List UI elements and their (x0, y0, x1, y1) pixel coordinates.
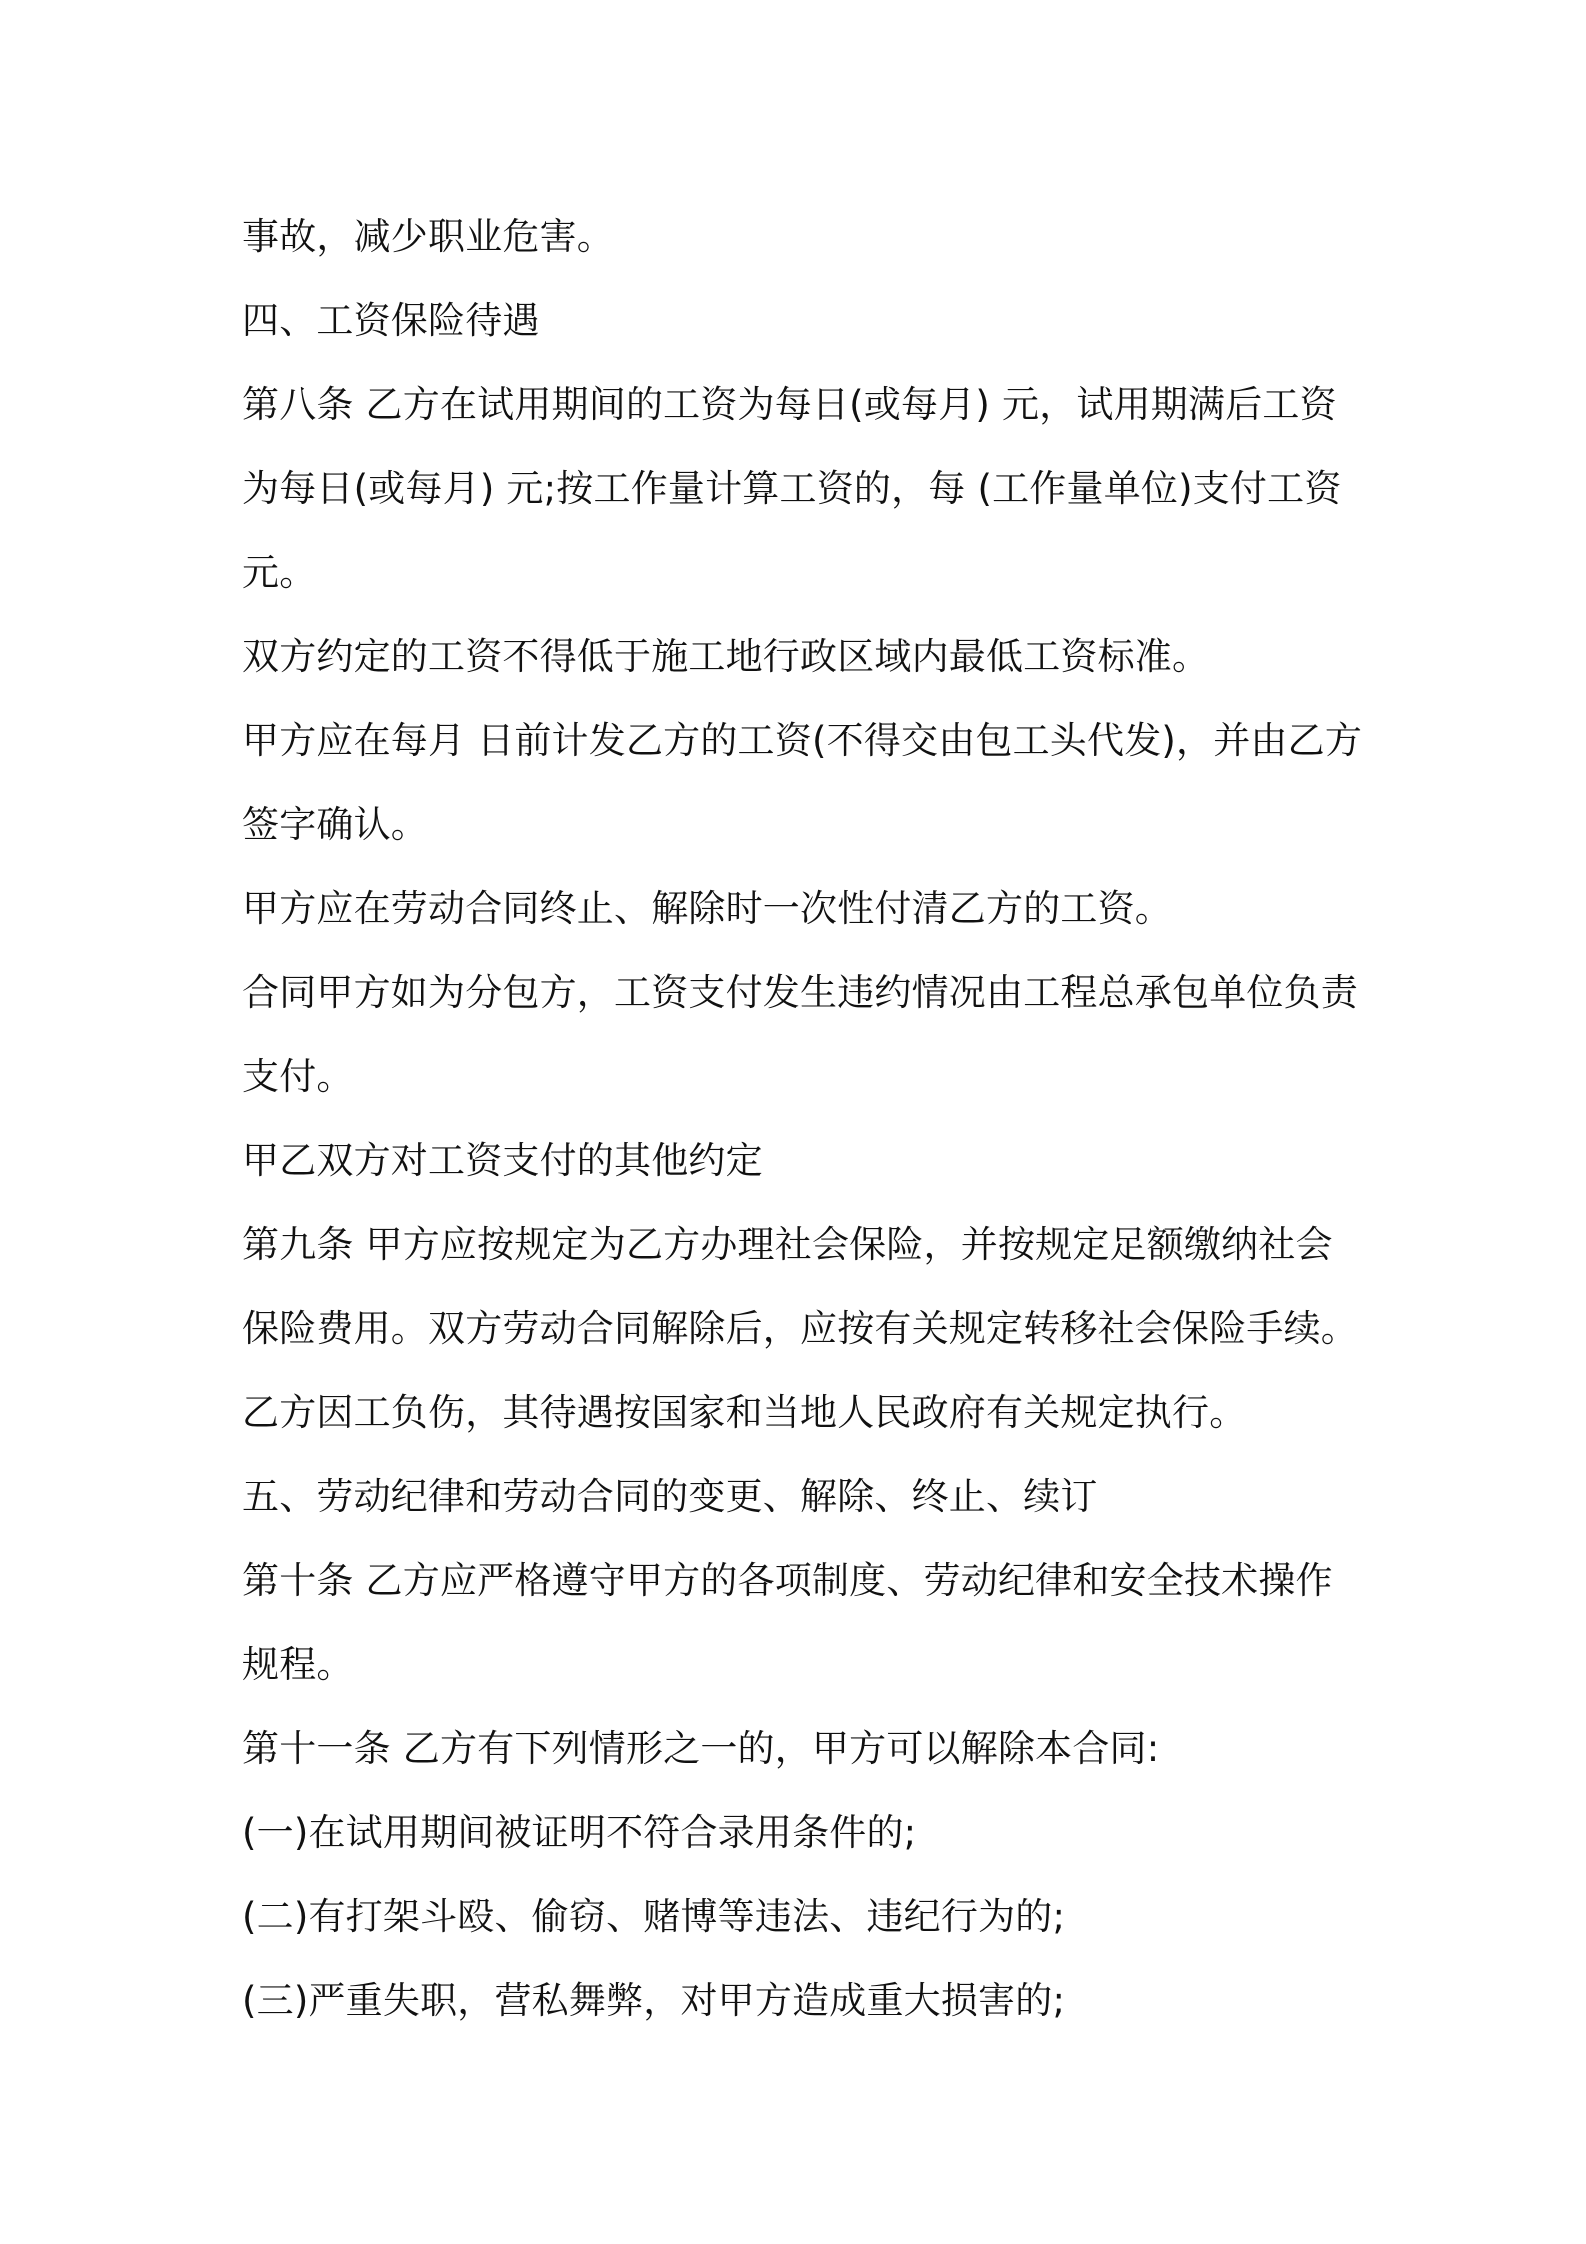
article-10: 第十条 乙方应严格遵守甲方的各项制度、劳动纪律和安全技术操作规程。 (242, 1559, 1333, 1686)
article-8: 第八条 乙方在试用期间的工资为每日(或每月) 元，试用期满后工资为每日(或每月) 元;按工作量计算工资的，每 (工作量单位)支付工资 元。 (242, 383, 1342, 594)
paragraph: 乙方因工负伤，其待遇按国家和当地人民政府有关规定执行。 (242, 1391, 1247, 1434)
paragraph: 合同甲方如为分包方，工资支付发生违约情况由工程总承包单位负责支付。 (242, 971, 1358, 1098)
list-item: (三)严重失职，营私舞弊，对甲方造成重大损害的; (242, 1979, 1066, 2022)
list-item: (一)在试用期间被证明不符合录用条件的; (242, 1811, 917, 1854)
paragraph: 甲方应在每月 日前计发乙方的工资(不得交由包工头代发)，并由乙方签字确认。 (242, 719, 1363, 846)
document-body (242, 195, 1367, 2043)
article-11: 第十一条 乙方有下列情形之一的，甲方可以解除本合同: (242, 1727, 1160, 1770)
paragraph: 双方约定的工资不得低于施工地行政区域内最低工资标准。 (242, 635, 1210, 678)
paragraph: 甲乙双方对工资支付的其他约定 (242, 1139, 763, 1182)
section-heading: 五、劳动纪律和劳动合同的变更、解除、终止、续订 (242, 1475, 1098, 1518)
section-heading: 四、工资保险待遇 (242, 299, 540, 342)
article-9: 第九条 甲方应按规定为乙方办理社会保险，并按规定足额缴纳社会保险费用。双方劳动合同解除后，应按有关规定转移社会保险手续。 (242, 1223, 1358, 1350)
list-item: (二)有打架斗殴、偷窃、赌博等违法、违纪行为的; (242, 1895, 1066, 1938)
paragraph: 甲方应在劳动合同终止、解除时一次性付清乙方的工资。 (242, 887, 1172, 930)
paragraph: 事故，减少职业危害。 (242, 215, 614, 258)
